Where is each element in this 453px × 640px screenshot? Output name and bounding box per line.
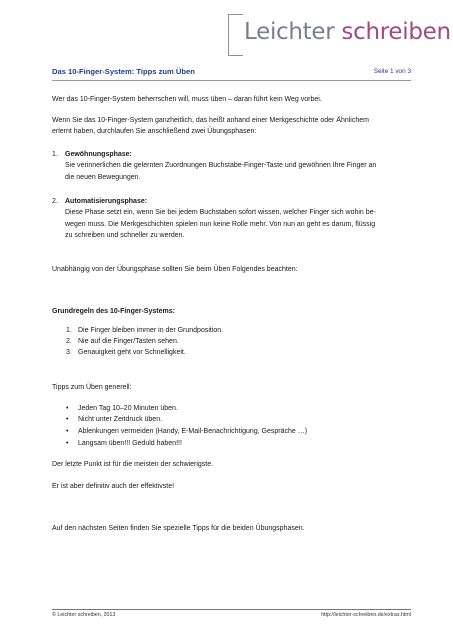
- phase-title: Gewöhnungsphase:: [65, 151, 132, 158]
- phase-line: Diese Phase setzt ein, wenn Sie bei jedem Buchstaben sofort wissen, welcher Finger sich wohin be-: [65, 209, 376, 217]
- tips-heading: Tipps zum Üben generell:: [52, 384, 132, 391]
- paragraph-two: [52, 115, 411, 138]
- rule-number: 3.: [66, 349, 72, 356]
- tip-text: Ablenkungen vermeiden (Handy, E-Mail-Benachrichtigung, Gespräche …): [78, 428, 308, 435]
- rule-text: Genauigkeit geht vor Schnelligkeit.: [78, 349, 186, 356]
- page-number: Seite 1 von 3: [373, 68, 411, 75]
- rule-text: Nie auf die Finger/Tasten sehen.: [78, 338, 179, 345]
- phase-title: Automatisierungsphase:: [65, 198, 148, 205]
- phase-number: 1.: [52, 151, 58, 158]
- bullet-icon: •: [66, 440, 69, 447]
- header-divider: [52, 80, 411, 81]
- paragraph-two-line-2: erlernt haben, durchlaufen Sie anschließend zwei Übungsphasen:: [52, 128, 257, 136]
- bullet-icon: •: [66, 416, 69, 423]
- paragraph-two-line-1: Wenn Sie das 10-Finger-System ganzheitlich, das heißt anhand einer Merkgeschichte oder Ähnlichem: [52, 117, 369, 124]
- footer-divider: [52, 609, 411, 610]
- effective-note: Er ist aber definitiv auch der effektivste!: [52, 483, 175, 490]
- brand-logo: [228, 14, 451, 54]
- bullet-icon: •: [66, 428, 69, 435]
- logo-bracket: [228, 14, 243, 56]
- rule-number: 1.: [66, 327, 72, 334]
- phase-line: die neuen Bewegungen.: [65, 173, 141, 181]
- tip-text: Langsam üben!!! Geduld haben!!!: [78, 440, 182, 447]
- rule-number: 2.: [66, 338, 72, 345]
- tip-text: Nicht unter Zeitdruck üben.: [78, 416, 163, 423]
- bullet-icon: •: [66, 405, 69, 412]
- rule-text: Die Finger bleiben immer in der Grundposition.: [78, 327, 224, 334]
- tip-text: Jeden Tag 10–20 Minuten üben.: [78, 405, 178, 412]
- document-title: Das 10-Finger-System: Tipps zum Üben: [52, 67, 195, 76]
- footer-copyright: © Leichter schreiben, 2013: [52, 612, 116, 618]
- phase-number: 2.: [52, 198, 58, 205]
- logo-text: [244, 19, 451, 45]
- intro-paragraph: Wer das 10-Finger-System beherrschen will, muss üben – daran führt kein Weg vorbei.: [52, 96, 322, 103]
- page-header: [52, 67, 411, 80]
- logo-word-schreiben: schreiben: [341, 19, 451, 45]
- practice-note: Unabhängig von der Übungsphase sollten Sie beim Üben Folgendes beachten:: [52, 266, 298, 273]
- footer-url: http://leichter-schreiben.de/extras.html: [321, 612, 411, 618]
- next-pages-note: Auf den nächsten Seiten finden Sie spezielle Tipps für die beiden Übungsphasen.: [52, 525, 305, 532]
- logo-word-leichter: Leichter: [244, 19, 335, 45]
- phase-line: wegen muss. Die Merkgeschichten spielen nun keine Rolle mehr. Von nun an geht es darum, flüssig: [65, 220, 376, 228]
- rules-heading: Grundregeln des 10-Finger-Systems:: [52, 308, 175, 315]
- phase-line: Sie verinnerlichen die gelernten Zuordnungen Buchstabe-Finger-Taste und gewöhnen Ihre Finger an: [65, 162, 377, 170]
- last-point-note: Der letzte Punkt ist für die meisten der schwierigste.: [52, 461, 214, 468]
- phase-line: zu schreiben und schneller zu werden.: [65, 232, 185, 240]
